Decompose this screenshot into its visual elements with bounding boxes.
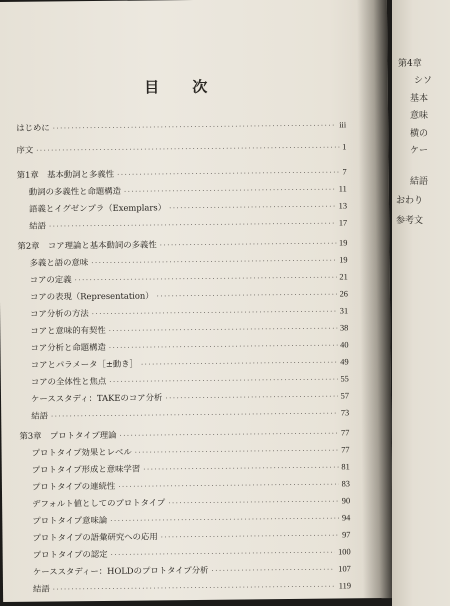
toc-entry-label: 動詞の多義性と命題構造 <box>28 185 122 197</box>
toc-entry-label: 第2章 コア理論と基本動詞の多義性 <box>17 239 157 251</box>
toc-entry <box>32 494 350 509</box>
toc-entry-label: ケーススタディ：TAKEのコア分析 <box>30 392 163 404</box>
toc-entry <box>32 477 350 492</box>
toc-entry-label: 序文 <box>16 144 34 155</box>
right-page-line: シソ <box>414 76 433 86</box>
toc-entry-label: プロトタイプの語彙研究への応用 <box>32 531 158 543</box>
toc-entry <box>30 253 348 268</box>
toc-entry <box>30 321 348 336</box>
toc-entry-page-number: 97 <box>342 530 351 540</box>
toc-entry-page-number: 11 <box>338 184 347 194</box>
toc-entry-page-number: 38 <box>339 323 349 333</box>
toc-entry <box>30 270 348 285</box>
dot-leader <box>75 274 337 285</box>
dot-leader <box>141 359 337 369</box>
toc-entry <box>30 287 348 302</box>
toc-entry-page-number: 94 <box>341 513 351 523</box>
dot-leader <box>109 376 337 386</box>
dot-leader <box>53 583 336 594</box>
toc-entry <box>17 165 347 180</box>
toc-entry-label: 多義と語の意味 <box>29 257 89 268</box>
dot-leader <box>109 325 337 335</box>
toc-entry-page-number: 119 <box>338 581 352 591</box>
toc-entry-label: プロトタイプ効果とレベル <box>31 446 132 458</box>
toc-entry-label: コアの表現（Representation） <box>29 290 154 302</box>
toc-entry-label: プロトタイプ意味論 <box>32 514 108 526</box>
toc-entry-page-number: 73 <box>340 408 350 418</box>
toc-entry <box>16 140 346 155</box>
dot-leader <box>118 481 338 491</box>
toc-entry-page-number: 49 <box>340 357 349 367</box>
dot-leader <box>124 186 336 196</box>
toc-entry-page-number: 81 <box>341 462 350 472</box>
right-page-line: おわり <box>396 196 424 206</box>
book-gutter-shadow <box>357 0 393 598</box>
toc-entry-label: コアの全体性と焦点 <box>30 375 107 387</box>
toc-entry <box>17 236 347 251</box>
dot-leader <box>165 393 337 403</box>
dot-leader <box>36 143 339 154</box>
dot-leader <box>91 257 336 268</box>
toc-entry-page-number: 13 <box>338 201 348 211</box>
table-of-contents <box>16 118 356 594</box>
toc-entry-page-number: 21 <box>339 272 348 282</box>
toc-entry-label: 結語 <box>29 220 47 231</box>
toc-entry <box>29 199 347 214</box>
toc-entry <box>29 216 347 231</box>
toc-entry <box>31 355 349 370</box>
toc-entry-page-number: 83 <box>341 479 350 489</box>
toc-entry-label: デフォルト値としてのプロトタイプ <box>32 497 166 509</box>
toc-entry-label: コアの定義 <box>29 274 72 285</box>
dot-leader <box>109 342 337 352</box>
toc-entry <box>32 443 350 458</box>
toc-entry-label: プロトタイプ形成と意味学習 <box>31 463 141 475</box>
toc-entry-page-number: 55 <box>340 374 349 384</box>
right-page-line: ケー <box>410 146 429 156</box>
toc-entry <box>31 372 349 387</box>
toc-entry-label: はじめに <box>16 122 50 133</box>
toc-entry-label: プロトタイプの連続性 <box>31 480 116 492</box>
dot-leader <box>161 532 339 542</box>
toc-entry <box>29 182 347 197</box>
dot-leader <box>160 240 336 250</box>
toc-entry-label: 結語 <box>32 583 50 594</box>
toc-entry-label: コア分析の方法 <box>30 308 89 319</box>
toc-entry-page-number: 19 <box>339 255 348 265</box>
toc-entry <box>30 304 348 319</box>
toc-entry-label: 語義とイグゼンプラ（Exemplars） <box>28 202 167 214</box>
toc-entry <box>33 562 351 577</box>
page-title: 目 次 <box>144 77 222 97</box>
dot-leader <box>135 447 339 457</box>
toc-entry <box>31 389 349 404</box>
toc-entry-label: プロトタイプの認定 <box>32 548 108 560</box>
toc-entry-page-number: 1 <box>342 142 347 152</box>
toc-entry-page-number: 19 <box>338 238 348 248</box>
toc-entry-page-number: 107 <box>338 564 351 574</box>
dot-leader <box>49 220 336 231</box>
right-page-line: 参考文 <box>396 216 424 226</box>
toc-entry-page-number: 31 <box>339 306 349 316</box>
toc-entry <box>31 406 349 421</box>
toc-entry <box>19 426 349 441</box>
toc-entry <box>32 511 350 526</box>
toc-entry-label: コア分析と命題構造 <box>30 341 106 353</box>
toc-entry <box>33 545 351 560</box>
right-page-line: 結語 <box>410 177 429 187</box>
toc-entry-label: 第1章 基本動詞と多義性 <box>16 168 115 180</box>
dot-leader <box>117 168 339 178</box>
toc-entry-label: 結語 <box>31 410 49 421</box>
right-page-line: 横の <box>410 129 429 139</box>
toc-entry-page-number: 90 <box>341 496 351 506</box>
dot-leader <box>92 308 337 319</box>
toc-entry <box>33 579 351 594</box>
toc-entry-page-number: 7 <box>342 167 347 177</box>
dot-leader <box>157 291 337 301</box>
dot-leader <box>53 122 337 133</box>
dot-leader <box>110 515 339 525</box>
right-page-line: 基本 <box>410 94 429 104</box>
toc-entry-page-number: 77 <box>341 445 350 455</box>
toc-entry-label: ケーススタディー：HOLDのプロトタイプ分析 <box>32 564 209 577</box>
dot-leader <box>111 549 336 559</box>
toc-entry <box>32 528 350 543</box>
dot-leader <box>211 566 335 575</box>
dot-leader <box>168 498 339 508</box>
right-page-line: 意味 <box>410 111 429 121</box>
toc-entry-label: コアとパラメータ［±動き］ <box>30 358 138 370</box>
toc-entry-page-number: 40 <box>340 340 349 350</box>
right-page-line: 第4章 <box>398 59 422 69</box>
toc-entry <box>16 118 346 133</box>
toc-entry-page-number: 57 <box>340 391 350 401</box>
toc-entry-page-number: 17 <box>338 218 348 228</box>
toc-entry-label: コアと意味的有契性 <box>30 324 106 336</box>
dot-leader <box>143 464 338 474</box>
dot-leader <box>51 410 338 421</box>
toc-entry-page-number: 100 <box>338 547 351 557</box>
toc-entry-page-number: 26 <box>339 289 348 299</box>
toc-entry-label: 第3章 プロトタイプ理論 <box>19 429 117 441</box>
toc-entry-page-number: iii <box>339 120 347 130</box>
dot-leader <box>169 203 336 213</box>
dot-leader <box>119 430 338 440</box>
toc-entry-page-number: 77 <box>340 428 350 438</box>
toc-entry <box>30 338 348 353</box>
toc-entry <box>32 460 350 475</box>
